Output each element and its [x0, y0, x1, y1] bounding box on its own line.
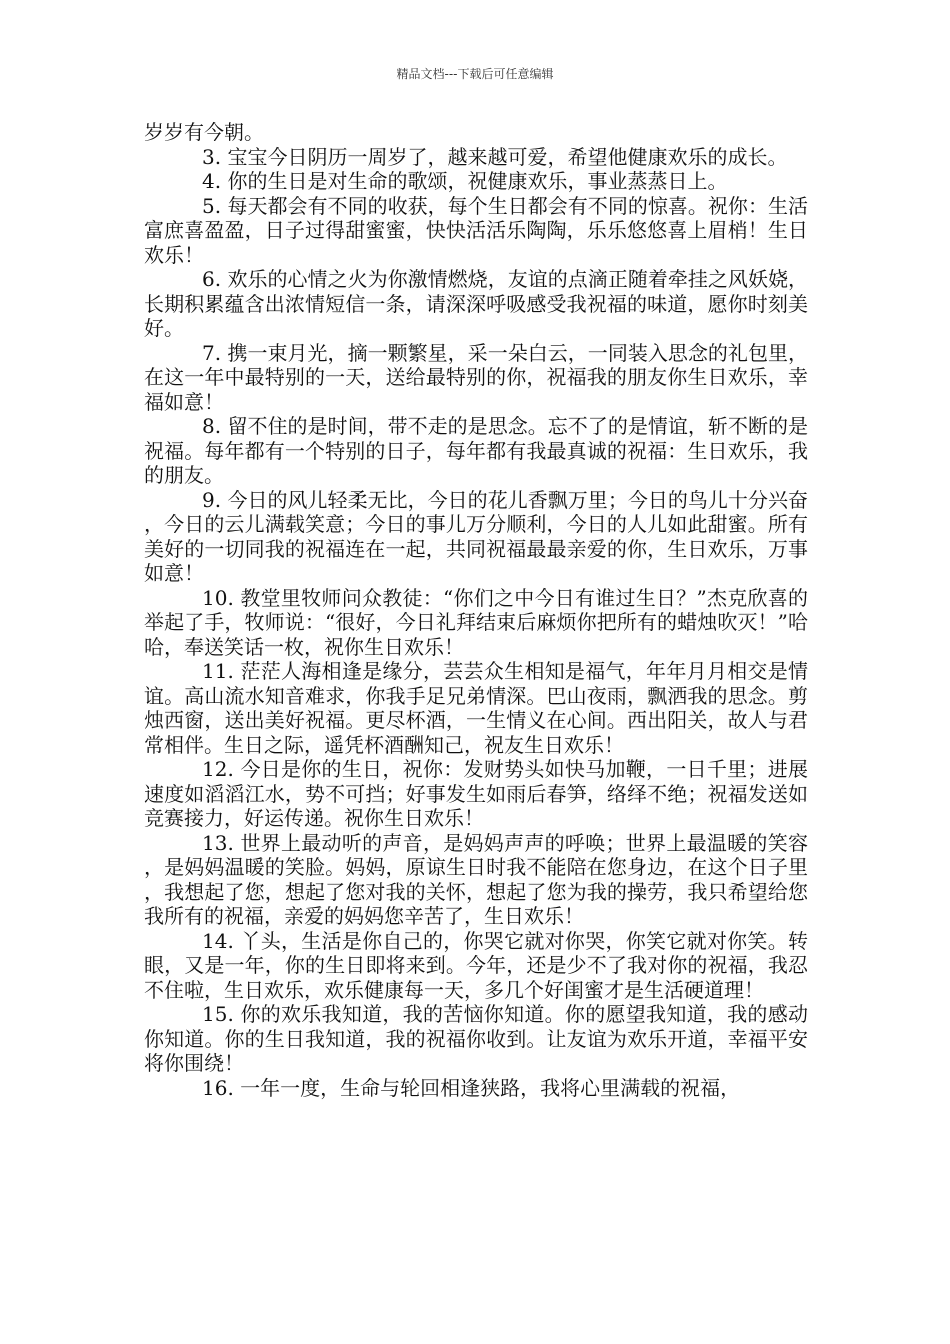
paragraph: 4. 你的生日是对生命的歌颂，祝健康欢乐，事业蒸蒸日上。 — [202, 169, 728, 193]
paragraph: 12. 今日是你的生日，祝你：发财势头如快马加鞭，一日千里；进展速度如滔滔江水，势不可挡；好事发生如雨后春笋，络绎不绝；祝福发送如竞赛接力，好运传递。祝你生日欢乐！ — [144, 757, 808, 830]
paragraph: 10. 教堂里牧师问众教徒：“你们之中今日有谁过生日？”杰克欣喜的举起了手，牧师说：“很好，今日礼拜结束后麻烦你把所有的蜡烛吹灭！”哈哈，奉送笑话一枚，祝你生日欢乐！ — [144, 585, 808, 659]
paragraph: 8. 留不住的是时间，带不走的是思念。忘不了的是情谊，斩不断的是祝福。每年都有一个特别的日子，每年都有我最真诚的祝福：生日欢乐，我的朋友。 — [144, 414, 808, 487]
document-body — [144, 120, 808, 1100]
paragraph: 岁岁有今朝。 — [144, 120, 264, 144]
paragraph: 16. 一年一度，生命与轮回相逢狭路，我将心里满载的祝福， — [202, 1075, 741, 1100]
paragraph: 11. 茫茫人海相逢是缘分，芸芸众生相知是福气，年年月月相交是情谊。高山流水知音难求，你我手足兄弟情深。巴山夜雨，飘洒我的思念。剪烛西窗，送出美好祝福。更尽杯酒，一生情义在心间。西出阳关，故人与君常相伴。生日之际，遥凭杯酒酬知己，祝友生日欢乐！ — [144, 659, 808, 757]
paragraph: 15. 你的欢乐我知道，我的苦恼你知道。你的愿望我知道，我的感动你知道。你的生日我知道，我的祝福你收到。让友谊为欢乐开道，幸福平安将你围绕！ — [144, 1002, 808, 1075]
paragraph: 9. 今日的风儿轻柔无比，今日的花儿香飘万里；今日的鸟儿十分兴奋，今日的云儿满载笑意；今日的事儿万分顺利，今日的人儿如此甜蜜。所有美好的一切同我的祝福连在一起，共同祝福最最亲爱的你，生日欢乐，万事如意！ — [144, 487, 808, 585]
paragraph: 5. 每天都会有不同的收获，每个生日都会有不同的惊喜。祝你：生活富庶喜盈盈，日子过得甜蜜蜜，快快活活乐陶陶，乐乐悠悠喜上眉梢！生日欢乐！ — [144, 193, 808, 267]
page-header: 精品文档---下载后可任意编辑 — [396, 67, 554, 81]
paragraph: 6. 欢乐的心情之火为你激情燃烧，友谊的点滴正随着牵挂之风妖娆，长期积累蕴含出浓情短信一条，请深深呼吸感受我祝福的味道，愿你时刻美好。 — [144, 267, 808, 340]
paragraph: 7. 携一束月光，摘一颗繁星，采一朵白云，一同装入思念的礼包里，在这一年中最特别的一天，送给最特别的你，祝福我的朋友你生日欢乐，幸福如意！ — [144, 340, 808, 414]
paragraph: 13. 世界上最动听的声音，是妈妈声声的呼唤；世界上最温暖的笑容，是妈妈温暖的笑脸。妈妈，原谅生日时我不能陪在您身边，在这个日子里，我想起了您，想起了您对我的关怀，想起了您为我的操劳，我只希望给您我所有的祝福，亲爱的妈妈您辛苦了，生日欢乐！ — [144, 830, 808, 928]
paragraph: 3. 宝宝今日阴历一周岁了，越来越可爱，希望他健康欢乐的成长。 — [202, 144, 788, 169]
paragraph: 14. 丫头，生活是你自己的，你哭它就对你哭，你笑它就对你笑。转眼，又是一年，你的生日即将来到。今年，还是少不了我对你的祝福，我忍不住啦，生日欢乐，欢乐健康每一天，多几个好闺蜜才是生活硬道理！ — [144, 928, 808, 1002]
